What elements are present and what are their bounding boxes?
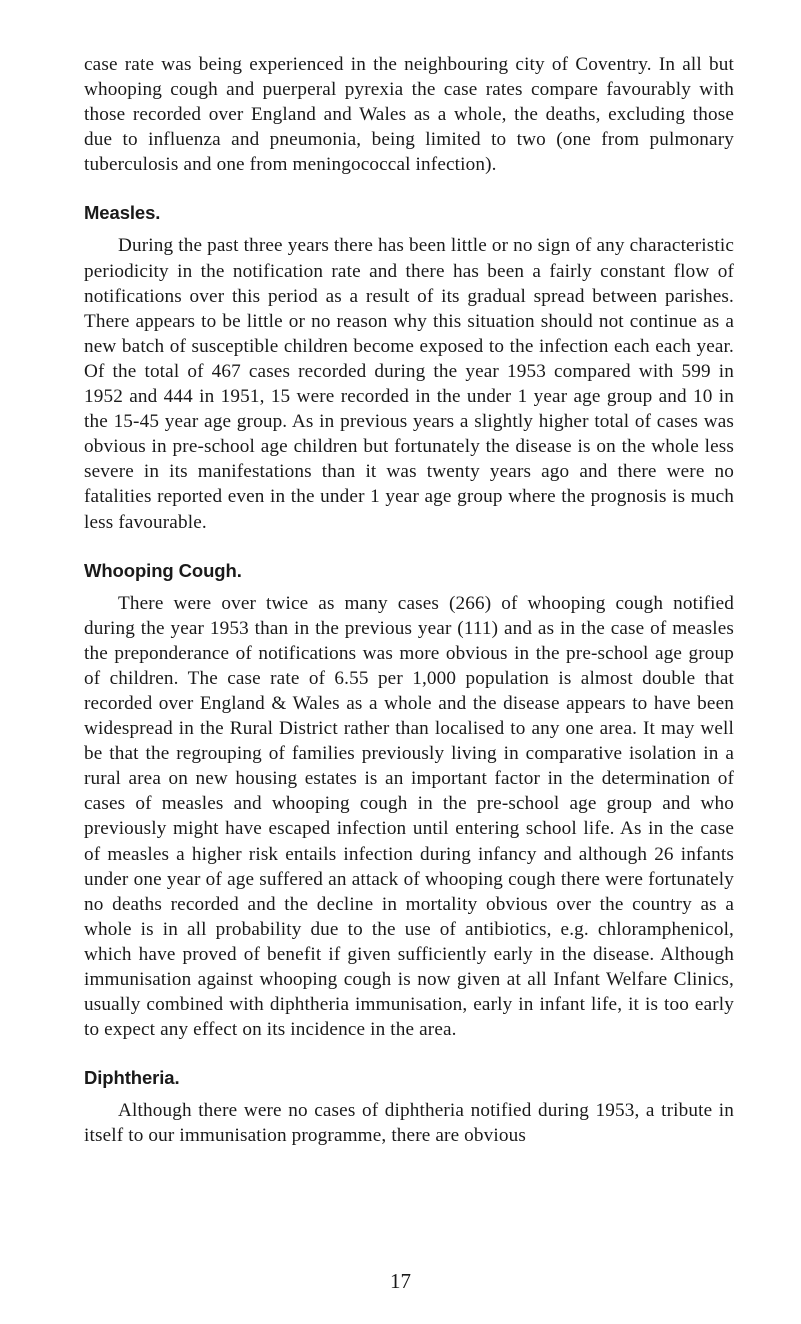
- section-body-diphtheria: Although there were no cases of diphtheria notified during 1953, a tribute in itself to our immunisation programme, there are obvious: [84, 1100, 734, 1147]
- section-body-measles: During the past three years there has been little or no sign of any characteristic periodicity in the notification rate and there has been a fairly constant flow of notifications over this period as a result of its gradual spread between parishes. There appears to be little or no reason why this situation should not continue as a new batch of susceptible children become exposed to the infection each each year. Of the total of 467 cases recorded during the year 1953 compared with 599 in 1952 and 444 in 1951, 15 were recorded in the under 1 year age group and 10 in the 15-45 year age group. As in previous years a slightly higher total of cases was obvious in pre-school age children but fortunately the disease is on the whole less severe in its manifestations than it was twenty years ago and there were no fatalities reported even in the under 1 year age group where the prognosis is much less favourable.: [84, 235, 734, 533]
- intro-paragraph: case rate was being experienced in the neighbouring city of Coventry. In all but whooping cough and puerperal pyrexia the case rates compare favourably with those recorded over England and Wales as a whole, the deaths, excluding those due to influenza and pneumonia, being limited to two (one from pulmonary tuberculosis and one from meningococcal infection).: [84, 54, 734, 176]
- section-heading-diphtheria: Diphtheria.: [84, 1067, 180, 1089]
- section-heading-measles: Measles.: [84, 202, 161, 224]
- document-page: [84, 52, 734, 1148]
- page-number: 17: [390, 1269, 411, 1293]
- section-heading-whooping-cough: Whooping Cough.: [84, 559, 242, 581]
- section-body-whooping-cough: There were over twice as many cases (266) of whooping cough notified during the year 1953 than in the previous year (111) and as in the case of measles the preponderance of notifications was more obvious in the pre-school age group of children. The case rate of 6.55 per 1,000 population is almost double that recorded over England & Wales as a whole and the disease appears to have been widespread in the Rural District rather than localised to any one area. It may well be that the regrouping of families previously living in comparative isolation in a rural area on new housing estates is an important factor in the determination of cases of measles and whooping cough in the pre-school age group and who previously might have escaped infection until entering school life. As in the case of measles a higher risk entails infection during infancy and although 26 infants under one year of age suffered an attack of whooping cough there were fortunately no deaths recorded and the decline in mortality obvious over the country as a whole is in all probability due to the use of antibiotics, e.g. chloramphenicol, which have proved of benefit if given sufficiently early in the disease. Although immunisation against whooping cough is now given at all Infant Welfare Clinics, usually combined with diphtheria immunisation, early in infant life, it is too early to expect any effect on its incidence in the area.: [84, 592, 734, 1041]
